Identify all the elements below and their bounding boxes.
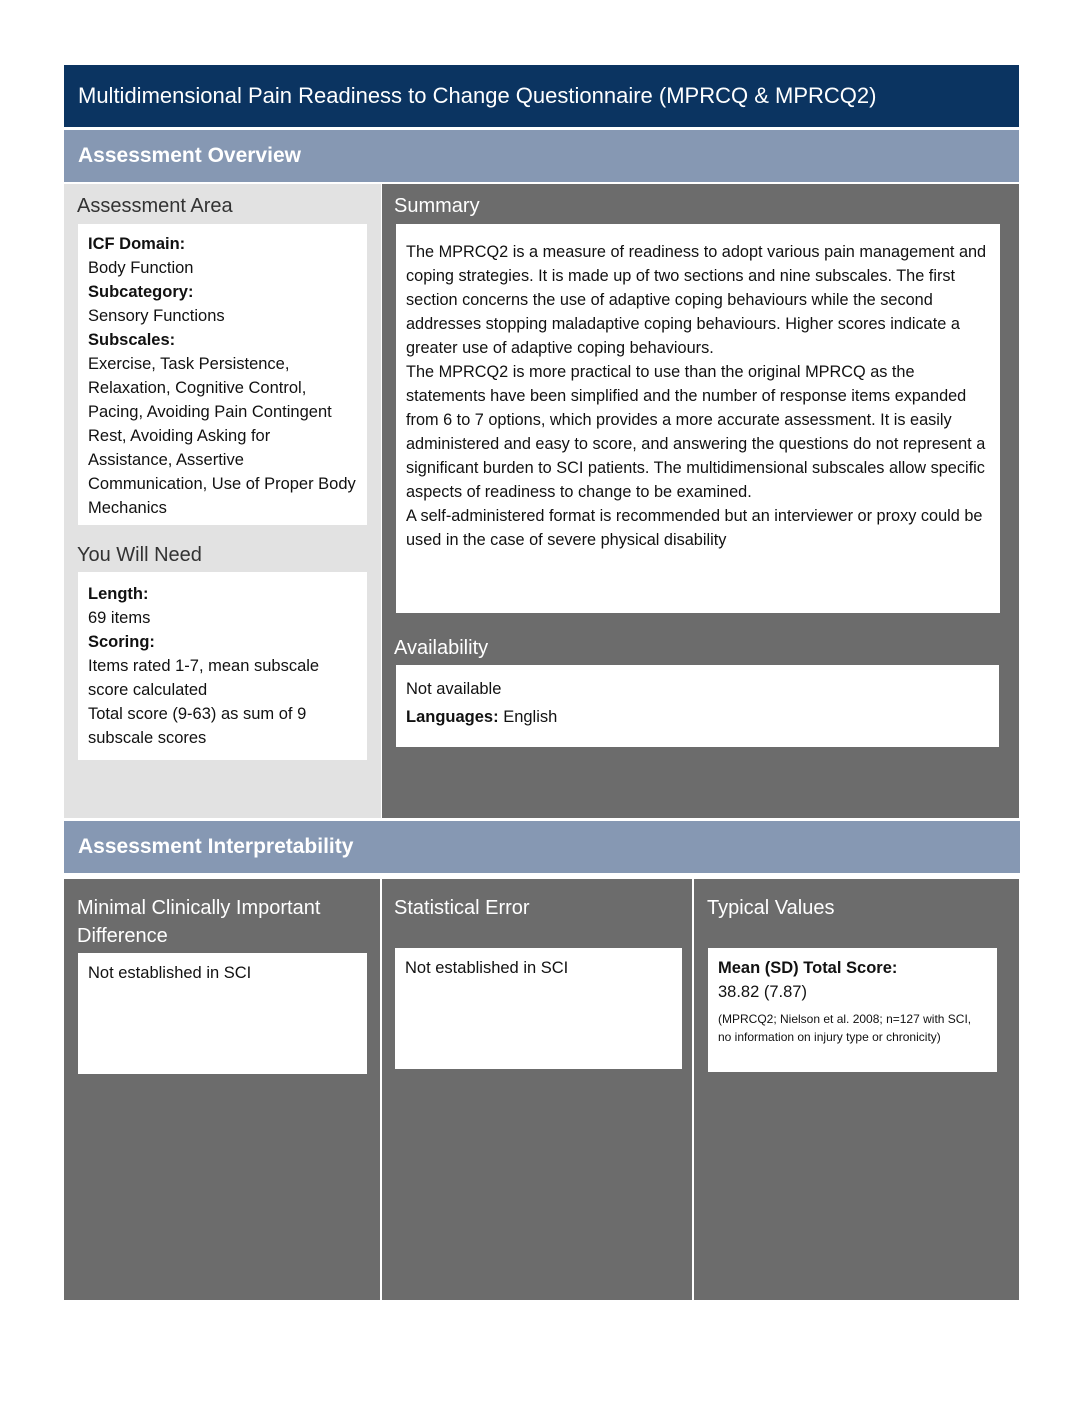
mcid-title: Minimal Clinically Important Difference <box>77 897 321 947</box>
length-label: Length: <box>88 585 149 603</box>
summary-box <box>396 224 1000 613</box>
assessment-area-title: Assessment Area <box>77 195 233 217</box>
icf-domain-label: ICF Domain: <box>88 235 186 253</box>
document-title <box>64 65 1019 127</box>
mcid-value: Not established in SCI <box>88 964 252 982</box>
length-value: 69 items <box>88 609 151 627</box>
availability-box <box>396 665 999 747</box>
typical-values-box <box>708 948 997 1072</box>
subcategory-value: Sensory Functions <box>88 307 225 325</box>
summary-paragraph-1: The MPRCQ2 is a measure of readiness to adopt various pain management and coping strategies. It is made up of two sections and nine subscales. The first section concerns the use of adaptive coping behaviours while the second addresses stopping maladaptive coping behaviours. Higher scores indicate a greater use of adaptive coping behaviours. <box>406 243 987 357</box>
statistical-error-box <box>395 948 682 1069</box>
you-will-need-title: You Will Need <box>77 544 202 566</box>
assessment-area-box <box>78 224 367 525</box>
languages-label: Languages: <box>406 708 499 726</box>
typical-values-label: Mean (SD) Total Score: <box>718 959 898 977</box>
typical-values-panel <box>694 879 1019 1300</box>
availability-title: Availability <box>394 637 489 659</box>
icf-domain-value: Body Function <box>88 259 194 277</box>
overview-section-heading <box>64 130 1019 182</box>
you-will-need-box <box>78 572 367 760</box>
statistical-error-panel <box>382 879 692 1300</box>
summary-title: Summary <box>394 195 480 217</box>
document-title-text: Multidimensional Pain Readiness to Change Questionnaire (MPRCQ & MPRCQ2) <box>78 83 877 108</box>
statistical-error-title: Statistical Error <box>394 897 530 919</box>
scoring-line-1: Items rated 1-7, mean subscale score calculated <box>88 657 320 699</box>
statistical-error-value: Not established in SCI <box>405 959 569 977</box>
interpretability-section-heading <box>64 821 1020 873</box>
availability-status: Not available <box>406 680 502 698</box>
typical-values-value: 38.82 (7.87) <box>718 983 807 1001</box>
summary-panel <box>382 184 1019 818</box>
overview-heading-text: Assessment Overview <box>78 144 301 167</box>
languages-value: English <box>503 708 558 726</box>
subcategory-label: Subcategory: <box>88 283 194 301</box>
interpretability-heading-text: Assessment Interpretability <box>78 835 354 858</box>
scoring-label: Scoring: <box>88 633 155 651</box>
mcid-panel <box>64 879 380 1300</box>
subscales-label: Subscales: <box>88 331 176 349</box>
scoring-line-2: Total score (9-63) as sum of 9 subscale scores <box>88 705 307 747</box>
summary-paragraph-3: A self-administered format is recommended but an interviewer or proxy could be used in the case of severe physical disability <box>406 507 983 549</box>
mcid-box <box>78 953 367 1074</box>
typical-values-note: (MPRCQ2; Nielson et al. 2008; n=127 with SCI, no information on injury type or chronicity) <box>718 1012 972 1044</box>
assessment-area-panel <box>64 184 381 818</box>
summary-paragraph-2: The MPRCQ2 is more practical to use than the original MPRCQ as the statements have been simplified and the number of response items expanded from 6 to 7 options, which provides a more accurate assessment. It is easily administered and easy to score, and answering the questions do not represent a significant burden to SCI patients. The multidimensional subscales allow specific aspects of readiness to change to be examined. <box>406 363 986 501</box>
subscales-value: Exercise, Task Persistence, Relaxation, Cognitive Control, Pacing, Avoiding Pain Contingent Rest, Avoiding Asking for Assistance, Assertive Communication, Use of Proper Body Mechanics <box>88 355 356 517</box>
typical-values-title: Typical Values <box>707 897 835 919</box>
